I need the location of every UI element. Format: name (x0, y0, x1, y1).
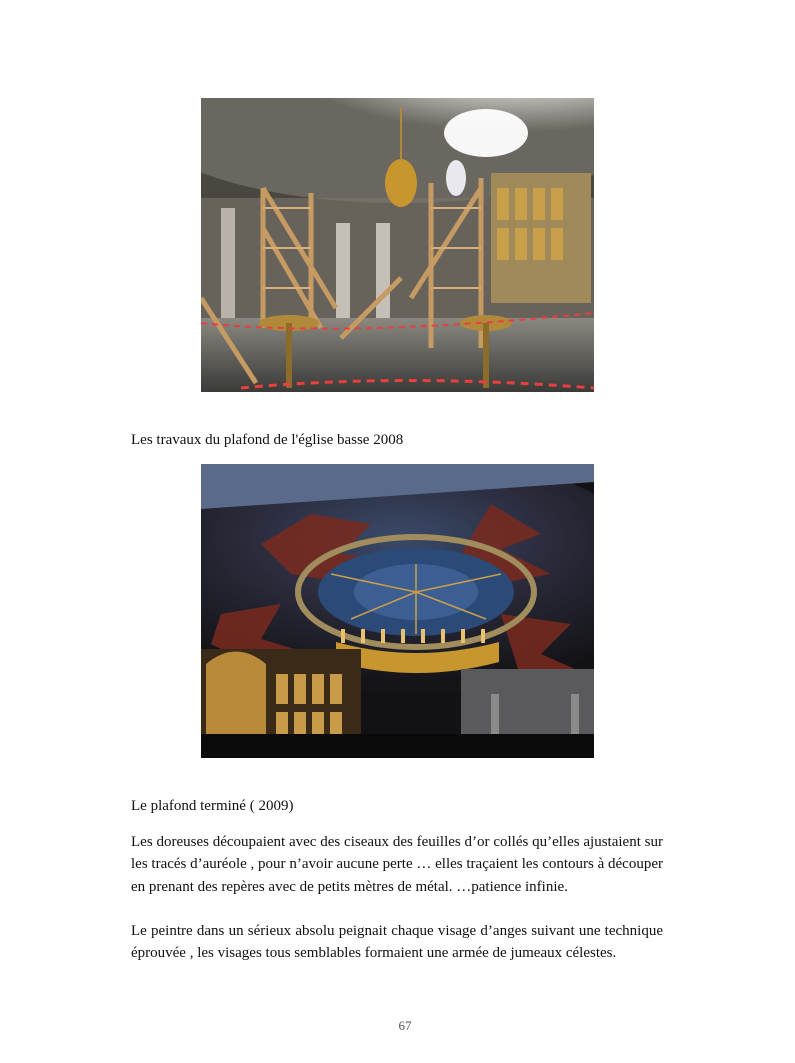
church-scaffolding-photo (201, 98, 594, 392)
body-paragraph-painter: Le peintre dans un sérieux absolu peignait chaque visage d’anges suivant une technique éprouvée , les visages tous semblables formaient une armée de jumeaux célestes. (131, 923, 663, 962)
photo-caption-2009: Le plafond terminé ( 2009) (131, 798, 294, 814)
painted-ceiling-photo (201, 464, 594, 758)
body-paragraph-gilding: Les doreuses découpaient avec des ciseaux des feuilles d’or collés qu’elles ajustaient sur les tracés d’auréole , pour n’avoir aucune perte … elles traçaient les contours à découper en prenant des repères avec de petits mètres de métal. …patience infinie. (131, 834, 663, 895)
photo-caption-2008: Les travaux du plafond de l'église basse 2008 (131, 432, 404, 448)
page-number: 67 (398, 1018, 412, 1033)
